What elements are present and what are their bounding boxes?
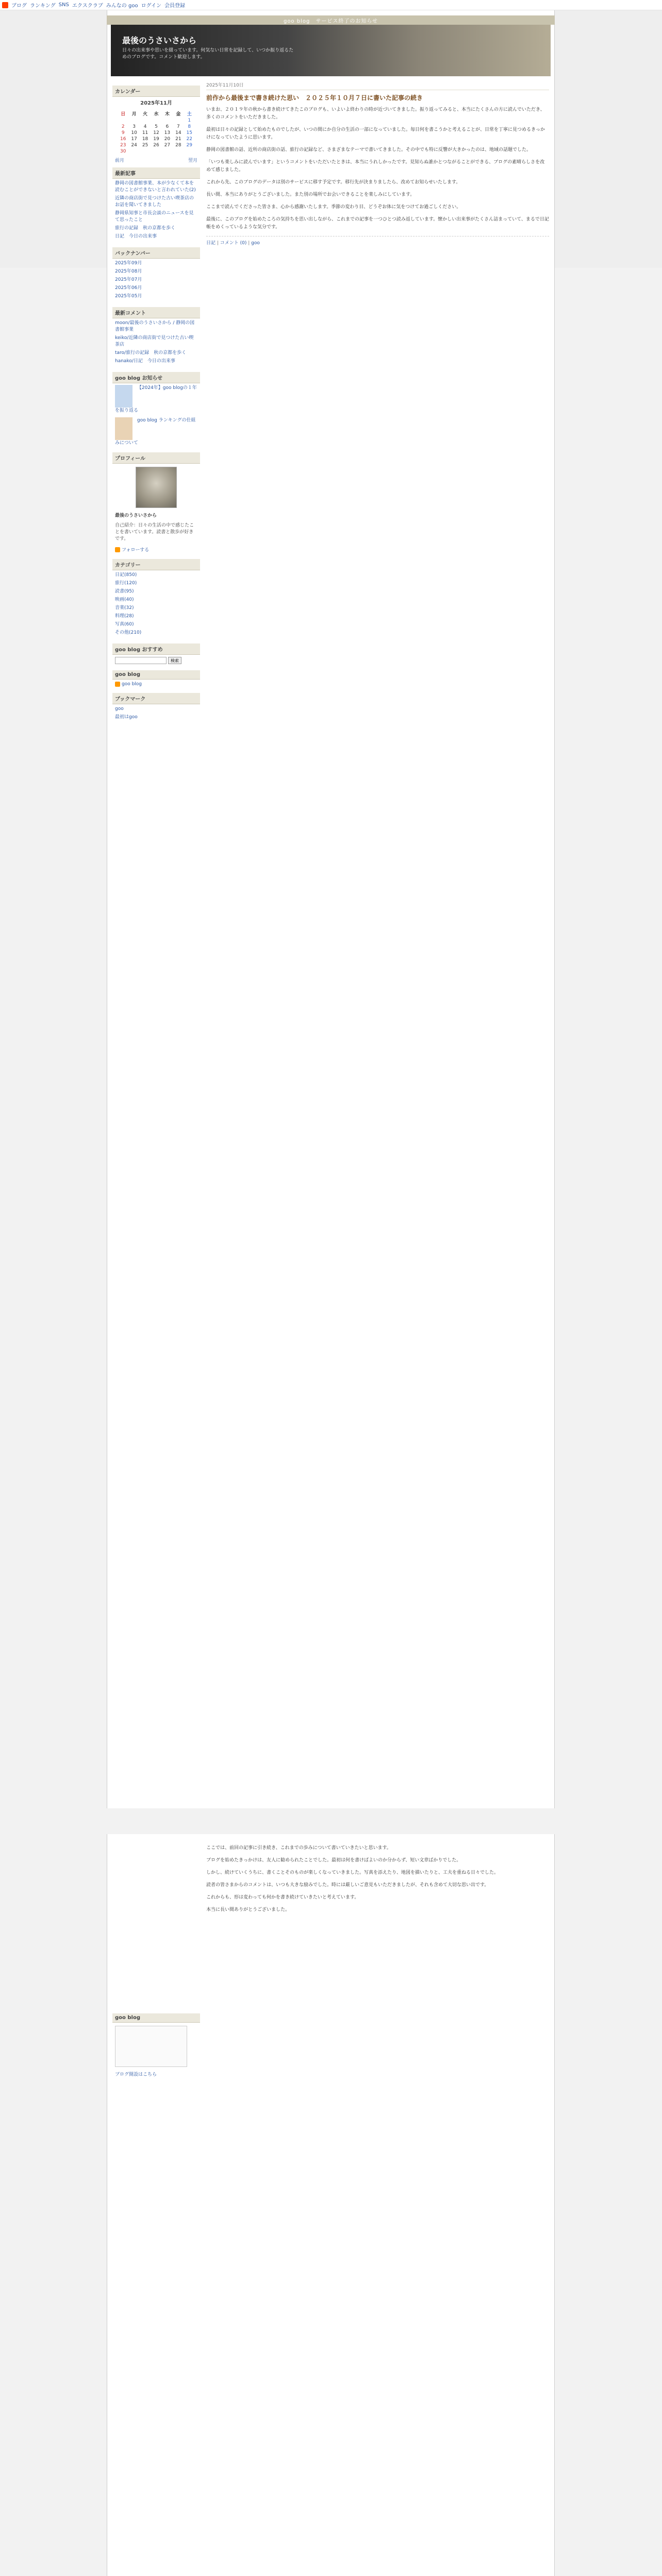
bookmark-link[interactable]: goo bbox=[115, 706, 124, 711]
entry-paragraph: ここでは、前回の記事に引き続き、これまでの歩みについて書いていきたいと思います。 bbox=[206, 1845, 391, 1851]
profile-avatar[interactable] bbox=[136, 467, 177, 508]
entry-body bbox=[206, 106, 549, 231]
global-link[interactable]: SNS bbox=[58, 2, 69, 8]
category-list bbox=[112, 570, 200, 639]
goo-blog-heading: goo blog bbox=[112, 670, 200, 680]
comment-link[interactable]: keiko/近隣の商店街で見つけた古い喫茶店 bbox=[115, 335, 194, 347]
goo-blog-icon bbox=[115, 682, 120, 687]
calendar-day[interactable]: 11 bbox=[142, 130, 148, 135]
calendar-day[interactable]: 28 bbox=[175, 143, 181, 148]
calendar-day bbox=[151, 117, 161, 124]
comment-link[interactable]: hanako/日記 今日の出来事 bbox=[115, 359, 175, 364]
category-link[interactable]: 読書(95) bbox=[115, 589, 134, 594]
entry-share-link[interactable]: goo bbox=[251, 241, 260, 246]
backnumber-list bbox=[112, 259, 200, 303]
notice-thumbnail-icon bbox=[115, 417, 133, 440]
service-notice-text[interactable]: goo blog サービス終了のお知らせ bbox=[283, 18, 378, 24]
calendar-day[interactable]: 9 bbox=[121, 130, 125, 135]
calendar-day[interactable]: 5 bbox=[155, 124, 158, 129]
entry-comments-link[interactable]: コメント (0) bbox=[220, 241, 247, 246]
calendar bbox=[118, 110, 195, 155]
calendar-day[interactable]: 21 bbox=[175, 137, 181, 142]
blog-description: 日々の出来事や思いを綴っています。何気ない日常を記録して、いつか振り返るためのブログです。コメント歓迎します。 bbox=[122, 48, 294, 60]
entry-paragraph: 「いつも楽しみに読んでいます」というコメントをいただいたときは、本当にうれしかったです。見知らぬ誰かとつながることができる、ブログの素晴らしさを改めて感じました。 bbox=[206, 160, 545, 173]
category-link[interactable]: 日記(850) bbox=[115, 572, 137, 578]
backnumber-link[interactable]: 2025年06月 bbox=[115, 285, 142, 291]
calendar-day[interactable]: 24 bbox=[131, 143, 137, 148]
search-form bbox=[112, 655, 200, 666]
calendar-weekday: 月 bbox=[131, 112, 137, 117]
calendar-day bbox=[162, 117, 173, 124]
goo-blog-badge[interactable] bbox=[112, 680, 200, 689]
goo-notice-item[interactable] bbox=[112, 383, 200, 416]
recent-comments-list bbox=[112, 318, 200, 368]
recent-post-link[interactable]: 近隣の商店街で見つけた古い喫茶店のお話を聞いてきました bbox=[115, 196, 194, 208]
category-link[interactable]: その他(210) bbox=[115, 630, 142, 635]
calendar-day[interactable]: 29 bbox=[186, 143, 192, 148]
global-link[interactable]: 会員登録 bbox=[164, 3, 186, 9]
profile-heading: プロフィール bbox=[112, 452, 200, 464]
blog-frame-lower bbox=[107, 1834, 555, 2576]
category-link[interactable]: 写真(60) bbox=[115, 622, 134, 627]
sidebar-lower bbox=[112, 2009, 200, 2080]
entry-paragraph: 最後に、このブログを始めたころの気持ちを思い出しながら、これまでの記事を一つひとつ読み返しています。懐かしい出来事がたくさん詰まっていて、まるで日記帳をめくっているような気分です。 bbox=[206, 217, 549, 230]
calendar-prev-link[interactable]: 前月 bbox=[115, 158, 125, 163]
calendar-day[interactable]: 26 bbox=[153, 143, 159, 148]
calendar-day bbox=[140, 148, 151, 155]
calendar-weekday: 土 bbox=[187, 112, 192, 117]
calendar-day[interactable]: 20 bbox=[164, 137, 171, 142]
goo-blog-heading-lower: goo blog bbox=[112, 2013, 200, 2023]
calendar-month: 2025年11月 bbox=[140, 100, 172, 106]
global-link[interactable]: ログイン bbox=[141, 3, 162, 9]
profile-text: 自己紹介：日々の生活の中で感じたことを書いています。読書と散歩が好きです。 bbox=[115, 523, 194, 541]
category-link[interactable]: 旅行(120) bbox=[115, 581, 137, 586]
entry-paragraph: ここまで読んでくださった皆さま、心から感謝いたします。季節の変わり目、どうぞお体に気をつけてお過ごしください。 bbox=[206, 205, 461, 210]
search-heading: goo blog おすすめ bbox=[112, 643, 200, 655]
backnumber-link[interactable]: 2025年07月 bbox=[115, 277, 142, 282]
calendar-day bbox=[173, 117, 184, 124]
follow-icon bbox=[115, 547, 120, 552]
calendar-day[interactable]: 13 bbox=[164, 130, 171, 135]
calendar-day bbox=[162, 148, 173, 155]
follow-label[interactable]: フォローする bbox=[122, 548, 150, 553]
entry-paragraph: 長い間、本当にありがとうございました。また別の場所でお会いできることを楽しみにしています。 bbox=[206, 192, 415, 197]
calendar-day[interactable]: 4 bbox=[143, 124, 147, 129]
calendar-weekday: 木 bbox=[164, 112, 170, 117]
entry-category-link[interactable]: 日記 bbox=[206, 241, 216, 246]
sidebar bbox=[112, 81, 200, 724]
service-notice-bar[interactable] bbox=[107, 15, 555, 25]
goo-logo-icon[interactable] bbox=[2, 2, 8, 8]
calendar-day[interactable]: 1 bbox=[188, 118, 191, 123]
backnumber-link[interactable]: 2025年05月 bbox=[115, 294, 142, 299]
entry-paragraph: これからも、形は変わっても何かを書き続けていきたいと考えています。 bbox=[206, 1895, 359, 1900]
entry-paragraph: 最初は日々の記録として始めたものでしたが、いつの間にか自分の生活の一部になっていました。毎日何を書こうかと考えることが、日常を丁寧に見つめるきっかけになっていたように思います。 bbox=[206, 127, 545, 140]
goo-blog-link[interactable]: goo blog bbox=[122, 682, 142, 687]
entry-paragraph: 本当に長い間ありがとうございました。 bbox=[206, 1907, 290, 1912]
entry-footer: 日記 | コメント (0) | goo bbox=[206, 236, 549, 246]
calendar-day[interactable]: 27 bbox=[164, 143, 171, 148]
backnumber-link[interactable]: 2025年09月 bbox=[115, 261, 142, 266]
blog-header-banner bbox=[111, 25, 551, 76]
calendar-heading: カレンダー bbox=[112, 86, 200, 97]
calendar-day[interactable]: 14 bbox=[175, 130, 181, 135]
bookmark-link[interactable]: 最初はgoo bbox=[115, 715, 138, 720]
entry-paragraph: 読者の皆さまからのコメントは、いつも大きな励みでした。時には厳しいご意見もいただきましたが、それも含めて大切な思い出です。 bbox=[206, 1883, 489, 1888]
calendar-day[interactable]: 12 bbox=[153, 130, 159, 135]
category-link[interactable]: 料理(28) bbox=[115, 614, 134, 619]
calendar-day[interactable]: 15 bbox=[186, 130, 192, 135]
calendar-day[interactable]: 19 bbox=[153, 137, 159, 142]
recent-post-link[interactable]: 日記 今日の出来事 bbox=[115, 234, 157, 239]
calendar-day[interactable]: 16 bbox=[120, 137, 126, 142]
category-link[interactable]: 音楽(32) bbox=[115, 605, 134, 611]
goo-blog-open-link[interactable]: ブログ開設はこちら bbox=[115, 2072, 157, 2077]
calendar-day[interactable]: 17 bbox=[131, 137, 137, 142]
blog-title[interactable]: 最後のうさいさから bbox=[122, 36, 197, 45]
profile-name: 最後のうさいさから bbox=[115, 513, 157, 518]
comment-link[interactable]: moon/最後のうさいさから / 静岡の図書館事業 bbox=[115, 320, 195, 332]
backnumber-heading: バックナンバー bbox=[112, 247, 200, 259]
calendar-day bbox=[184, 148, 195, 155]
calendar-day bbox=[128, 148, 139, 155]
global-link[interactable]: エクスクラブ bbox=[72, 3, 103, 9]
calendar-weekday: 金 bbox=[176, 112, 181, 117]
category-heading: カテゴリー bbox=[112, 559, 200, 570]
calendar-day[interactable]: 18 bbox=[142, 137, 148, 142]
goo-notice-item[interactable] bbox=[112, 416, 200, 448]
goo-notice-link[interactable]: goo blog ランキングの仕組みについて bbox=[115, 418, 196, 446]
calendar-day[interactable]: 25 bbox=[142, 143, 148, 148]
calendar-day bbox=[128, 117, 139, 124]
comment-link[interactable]: taro/旅行の記録 秋の京都を歩く bbox=[115, 350, 187, 355]
search-input[interactable] bbox=[115, 657, 167, 664]
calendar-day bbox=[151, 148, 161, 155]
recent-post-link[interactable]: 静岡の図書館事業、本が少なくて本を読むことができないと言われていた(2) bbox=[115, 181, 196, 193]
category-link[interactable]: 映画(40) bbox=[115, 597, 134, 602]
entry-body-lower bbox=[206, 1844, 549, 1914]
calendar-weekday: 日 bbox=[121, 112, 126, 117]
entry-date: 2025年11月10日 bbox=[206, 81, 549, 90]
calendar-day[interactable]: 23 bbox=[120, 143, 126, 148]
notice-thumbnail-icon bbox=[115, 385, 133, 408]
recent-post-link[interactable]: 静岡県知事と市長会談のニュースを見て思ったこと bbox=[115, 211, 194, 223]
calendar-day bbox=[118, 117, 128, 124]
global-navigation-bar bbox=[0, 0, 662, 10]
calendar-day[interactable]: 8 bbox=[188, 124, 191, 129]
calendar-day[interactable]: 10 bbox=[131, 130, 137, 135]
global-link[interactable]: みんなの goo bbox=[106, 3, 138, 9]
entry-paragraph: いまお、２０１９年の秋から書き続けてきたこのブログも、いよいよ終わりの時が近づいてきました。振り返ってみると、本当にたくさんの方に読んでいただき、多くのコメントをいただきました。 bbox=[206, 107, 545, 120]
goo-notice-heading: goo blog お知らせ bbox=[112, 372, 200, 383]
calendar-day[interactable]: 6 bbox=[166, 124, 169, 129]
calendar-weekday: 水 bbox=[154, 112, 159, 117]
calendar-weekday: 火 bbox=[143, 112, 148, 117]
follow-button[interactable] bbox=[112, 544, 200, 555]
global-link[interactable]: ランキング bbox=[30, 3, 56, 9]
calendar-next-link[interactable]: 翌月 bbox=[188, 158, 197, 163]
calendar-day[interactable]: 7 bbox=[176, 124, 180, 129]
search-button[interactable]: 検索 bbox=[168, 657, 181, 664]
backnumber-link[interactable]: 2025年08月 bbox=[115, 269, 142, 274]
goo-blog-banner[interactable] bbox=[115, 2026, 187, 2067]
main-content bbox=[206, 81, 549, 246]
entry-paragraph: 静岡の図書館の話、近所の商店街の話、旅行の記録など、さまざまなテーマで書いてきました。その中でも特に反響が大きかったのは、地域の話題でした。 bbox=[206, 147, 532, 152]
recent-posts-list bbox=[112, 179, 200, 243]
bookmark-list bbox=[112, 704, 200, 724]
entry-paragraph: しかし、続けていくうちに、書くことそのものが楽しくなっていきました。写真を添えたり、地図を描いたりと、工夫を重ねる日々でした。 bbox=[206, 1870, 499, 1875]
recent-comments-heading: 最新コメント bbox=[112, 307, 200, 318]
calendar-day[interactable]: 22 bbox=[186, 137, 192, 142]
entry-paragraph: これから先、このブログのデータは別のサービスに移す予定です。移行先が決まりましたら、改めてお知らせいたします。 bbox=[206, 180, 461, 185]
entry-title[interactable]: 前作から最後まで書き続けた思い ２０２５年１０月７日に書いた記事の続き bbox=[206, 94, 423, 101]
recent-posts-heading: 最新記事 bbox=[112, 167, 200, 179]
recent-post-link[interactable]: 旅行の記録 秋の京都を歩く bbox=[115, 226, 176, 231]
entry-paragraph: ブログを始めたきっかけは、友人に勧められたことでした。最初は何を書けばよいのか分からず、短い文章ばかりでした。 bbox=[206, 1858, 461, 1863]
calendar-day[interactable]: 2 bbox=[121, 124, 125, 129]
calendar-day[interactable]: 30 bbox=[120, 149, 126, 154]
goo-notice-link[interactable]: 【2024年】goo blogの１年を振り返る bbox=[115, 385, 197, 413]
main-content-lower bbox=[206, 1844, 549, 1919]
bookmark-heading: ブックマーク bbox=[112, 693, 200, 704]
calendar-day bbox=[140, 117, 151, 124]
global-link[interactable]: ブログ bbox=[11, 3, 27, 9]
calendar-day[interactable]: 3 bbox=[133, 124, 136, 129]
calendar-day bbox=[173, 148, 184, 155]
